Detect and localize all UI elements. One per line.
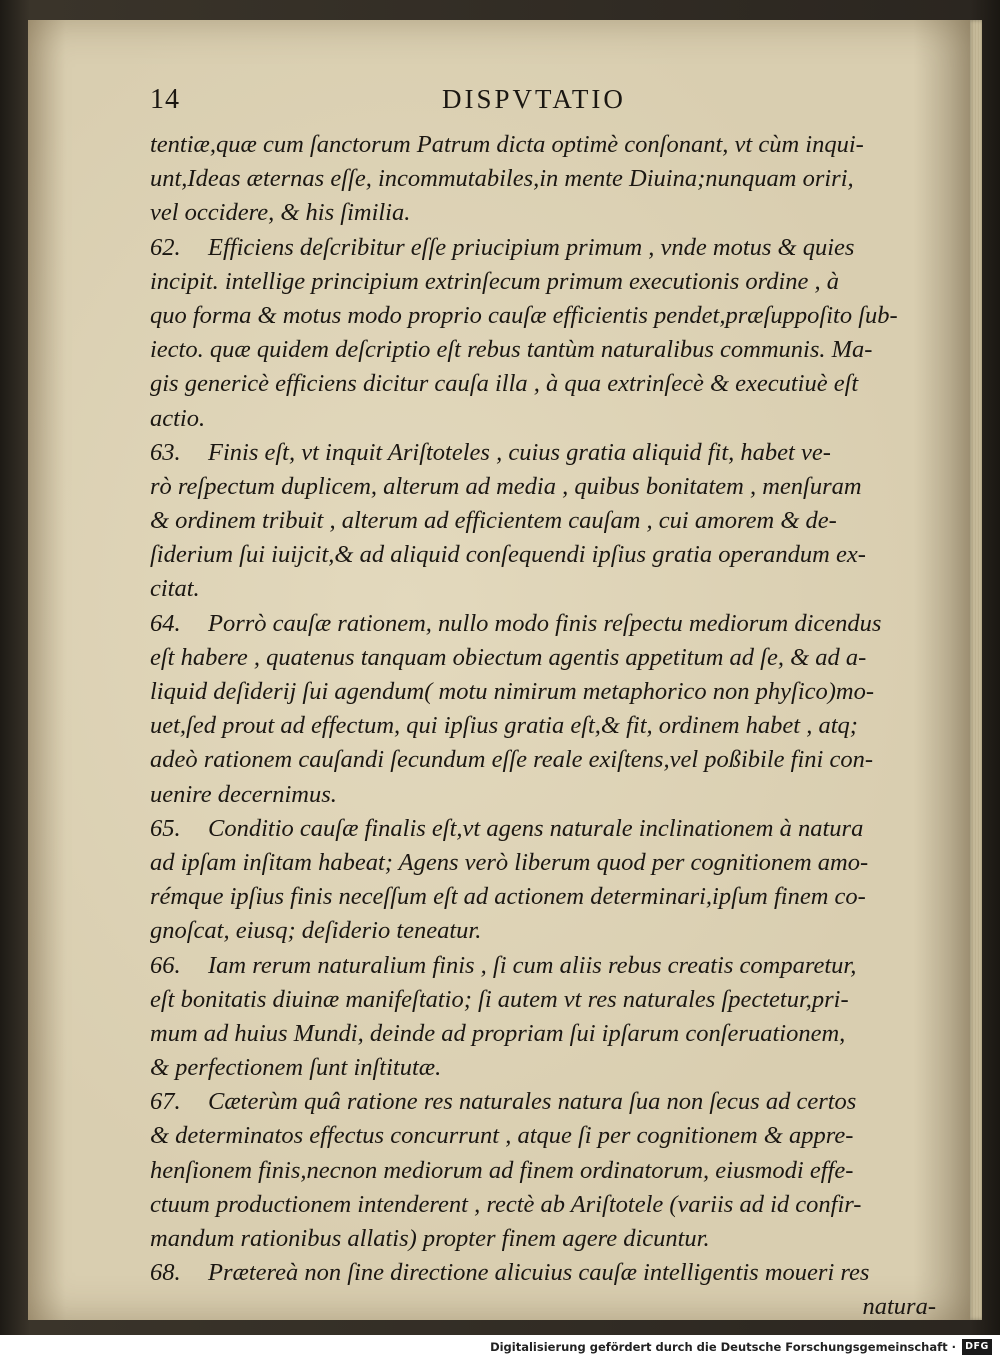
running-title: DISPVTATIO	[442, 84, 626, 114]
text-line	[150, 1085, 936, 1119]
text-line	[150, 402, 936, 436]
line-text: ad ipſam inſitam habeat; Agens verò liberum quod per cognitionem amo-	[150, 848, 869, 876]
text-line	[150, 709, 936, 743]
line-text: mandum rationibus allatis) propter finem agere dicuntur.	[150, 1225, 710, 1252]
line-text: Finis eſt, vt inquit Ariſtoteles , cuius gratia aliquid fit, habet ve-	[208, 438, 831, 466]
line-text: actio.	[150, 404, 206, 432]
text-line	[150, 914, 936, 948]
text-line	[150, 231, 936, 265]
text-line	[150, 1119, 936, 1153]
text-line	[150, 983, 936, 1017]
line-text: vel occidere, & his ſimilia.	[150, 199, 411, 227]
paragraph-number: 68.	[150, 1259, 181, 1287]
line-text: uet,ſed prout ad effectum, qui ipſius gratia eſt,& fit, ordinem habet , atq;	[150, 712, 858, 740]
line-text: Porrò cauſæ rationem, nullo modo finis reſpectu mediorum dicendus	[208, 609, 882, 637]
line-text: mum ad huius Mundi, deinde ad propriam ſui ipſarum conſeruationem,	[150, 1019, 846, 1047]
text-line	[150, 436, 936, 470]
line-text: ctuum productionem intenderent , rectè ab Ariſtotele (variis ad id confir-	[150, 1190, 862, 1218]
text-line	[150, 162, 936, 196]
line-text: eſt habere , quatenus tanquam obiectum agentis appetitum ad ſe, & ad a-	[150, 643, 867, 671]
paragraph-number: 66.	[150, 951, 181, 979]
text-line	[150, 265, 936, 299]
catchword: natura-	[862, 1293, 936, 1321]
line-text: ſiderium ſui iuijcit,& ad aliquid conſequendi ipſius gratia operandum ex-	[150, 541, 866, 569]
text-line	[150, 504, 936, 538]
page-edge	[968, 20, 982, 1320]
text-line	[150, 607, 936, 641]
line-text: Efficiens deſcribitur eſſe priucipium primum , vnde motus & quies	[208, 233, 855, 261]
paragraph-number: 64.	[150, 609, 181, 637]
text-line	[150, 675, 936, 709]
line-text: Cæterùm quâ ratione res naturales natura ſua non ſecus ad certos	[208, 1088, 857, 1116]
text-line	[150, 743, 936, 777]
line-text: unt,Ideas æternas eſſe, incommutabiles,in mente Diuina;nunquam oriri,	[150, 165, 854, 193]
line-text: Iam rerum naturalium finis , ſi cum aliis rebus creatis comparetur,	[208, 951, 857, 979]
line-text: tentiæ,quæ cum ſanctorum Patrum dicta optimè conſonant, vt cùm inqui-	[150, 131, 864, 158]
text-line	[150, 367, 936, 401]
text-line	[150, 778, 936, 812]
line-text: quo forma & motus modo proprio cauſæ efficientis pendet,præſuppoſito ſub-	[150, 301, 898, 329]
line-text: Conditio cauſæ finalis eſt,vt agens naturale inclinationem à natura	[208, 814, 864, 842]
text-line	[150, 641, 936, 675]
text-line	[150, 128, 936, 162]
text-line	[150, 538, 936, 572]
text-line	[150, 846, 936, 880]
line-text: & determinatos effectus concurrunt , atque ſi per cognitionem & appre-	[150, 1122, 854, 1150]
line-text: liquid deſiderij ſui agendum( motu nimirum metaphorico non phyſico)mo-	[150, 678, 875, 705]
running-head	[150, 80, 930, 120]
text-line	[150, 299, 936, 333]
dfg-logo: DFG	[962, 1339, 992, 1355]
paragraph-number: 63.	[150, 438, 181, 466]
text-line	[150, 196, 936, 230]
text-line	[150, 1188, 936, 1222]
line-text: & perfectionem ſunt inſtitutæ.	[150, 1054, 442, 1082]
paragraph-number: 62.	[150, 233, 181, 261]
line-text: & ordinem tribuit , alterum ad efficientem cauſam , cui amorem & de-	[150, 507, 837, 535]
line-text: rò reſpectum duplicem, alterum ad media , quibus bonitatem , menſuram	[150, 472, 862, 500]
text-line	[150, 1017, 936, 1051]
text-line	[150, 1051, 936, 1085]
paragraph-number: 65.	[150, 814, 181, 842]
line-text: gnoſcat, eiusq; deſiderio teneatur.	[150, 917, 482, 945]
line-text: uenire decernimus.	[150, 780, 337, 808]
text-line	[150, 572, 936, 606]
line-text: adeò rationem cauſandi ſecundum eſſe reale exiſtens,vel poßibile fini con-	[150, 746, 874, 774]
funding-credit: Digitalisierung gefördert durch die Deutsche Forschungsgemeinschaft ·	[490, 1340, 956, 1354]
body-text	[150, 128, 936, 1325]
text-line	[150, 1222, 936, 1256]
line-text: gis genericè efficiens dicitur cauſa illa , à qua extrinſecè & executiuè eſt	[150, 370, 859, 398]
text-line	[150, 880, 936, 914]
line-text: iecto. quæ quidem deſcriptio eſt rebus tantùm naturalibus communis. Ma-	[150, 336, 873, 364]
line-text: Prætereà non ſine directione alicuius cauſæ intelligentis moueri res	[208, 1259, 870, 1287]
text-line	[150, 949, 936, 983]
line-text: henſionem finis,necnon mediorum ad finem ordinatorum, eiusmodi effe-	[150, 1156, 854, 1184]
line-text: rémque ipſius finis neceſſum eſt ad actionem determinari,ipſum finem co-	[150, 883, 866, 911]
line-text: citat.	[150, 575, 200, 603]
text-line	[150, 333, 936, 367]
text-line	[150, 1154, 936, 1188]
text-line	[150, 812, 936, 846]
text-line	[150, 1256, 936, 1290]
page-number: 14	[150, 84, 180, 115]
line-text: eſt bonitatis diuinæ manifeſtatio; ſi autem vt res naturales ſpectetur,pri-	[150, 985, 849, 1013]
footer-bar	[0, 1335, 1000, 1360]
line-text: incipit. intellige principium extrinſecum primum executionis ordine , à	[150, 267, 840, 295]
paragraph-number: 67.	[150, 1088, 181, 1116]
text-line	[150, 470, 936, 504]
